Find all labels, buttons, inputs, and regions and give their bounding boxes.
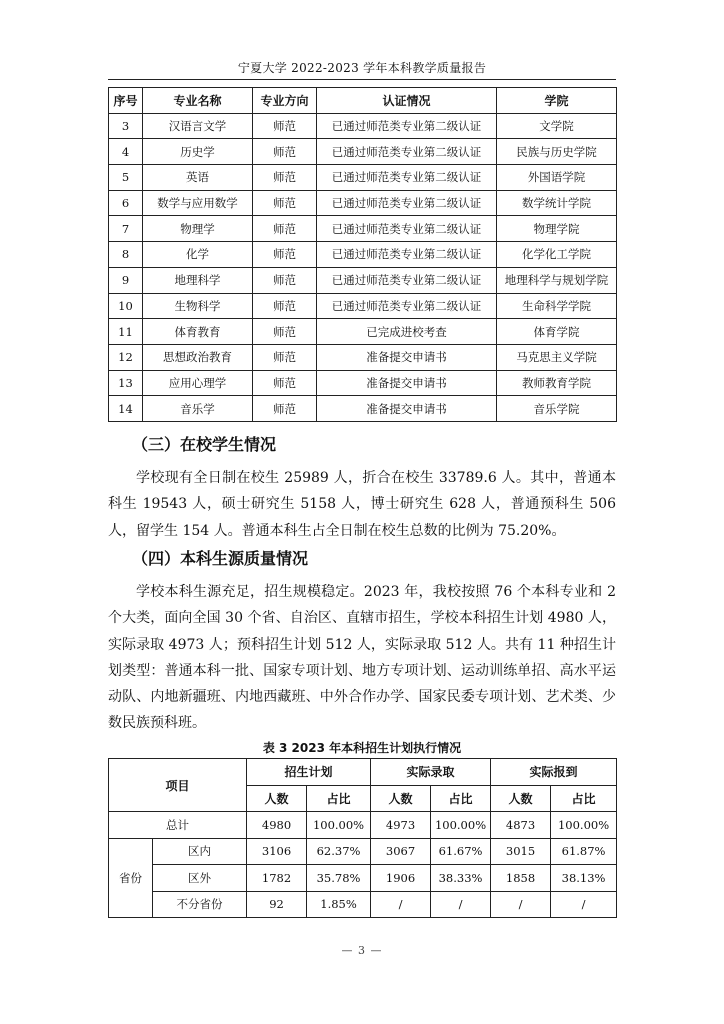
cell-major: 地理科学 xyxy=(143,267,253,293)
table-row xyxy=(109,242,617,268)
cell-major: 汉语言文学 xyxy=(143,113,253,139)
cell-accreditation: 已通过师范类专业第二级认证 xyxy=(317,242,497,268)
cell-accreditation: 已通过师范类专业第二级认证 xyxy=(317,139,497,165)
cell-college: 化学化工学院 xyxy=(497,242,617,268)
table-row xyxy=(109,190,617,216)
table-header-row xyxy=(109,759,617,786)
sub-header: 人数 xyxy=(247,785,307,812)
cell-major: 应用心理学 xyxy=(143,370,253,396)
table-row-total xyxy=(109,812,617,839)
cell-index: 5 xyxy=(109,165,143,191)
cell-major: 化学 xyxy=(143,242,253,268)
accreditation-table xyxy=(108,87,617,422)
table-cell: 61.87% xyxy=(551,838,617,865)
table-cell: 4873 xyxy=(491,812,551,839)
group-header-admitted: 实际录取 xyxy=(371,759,491,786)
province-label: 省份 xyxy=(109,838,153,918)
enrollment-paragraph: 学校本科生源充足，招生规模稳定。2023 年，我校按照 76 个本科专业和 2 个大类，面向全国 30 个省、自治区、直辖市招生，学校本科招生计划 4980 人，实际录取 4973 人；预科招生计划 512 人，实际录取 512 人。共有 11 种招生计划类型：普通本科一批、国家专项计划、地方专项计划、运动训练单招、高水平运动队、内地新疆班、内地西藏班、中外合作办学、国家民委专项计划、艺术类、少数民族预科班。 xyxy=(108,584,616,732)
total-label: 总计 xyxy=(109,812,247,839)
table-row xyxy=(109,113,617,139)
table-row-province xyxy=(109,891,617,918)
header-rule xyxy=(108,79,616,80)
table-cell: 3067 xyxy=(371,838,431,865)
col-header-college: 学院 xyxy=(497,88,617,114)
table-cell: 35.78% xyxy=(307,865,371,892)
cell-college: 物理学院 xyxy=(497,216,617,242)
cell-accreditation: 已通过师范类专业第二级认证 xyxy=(317,293,497,319)
table-cell: 4973 xyxy=(371,812,431,839)
cell-index: 14 xyxy=(109,396,143,422)
sub-header: 占比 xyxy=(431,785,491,812)
cell-major: 音乐学 xyxy=(143,396,253,422)
cell-direction: 师范 xyxy=(253,293,317,319)
table-cell: 62.37% xyxy=(307,838,371,865)
table-row xyxy=(109,344,617,370)
cell-direction: 师范 xyxy=(253,190,317,216)
table-cell: 1782 xyxy=(247,865,307,892)
cell-college: 体育学院 xyxy=(497,319,617,345)
col-header-accreditation: 认证情况 xyxy=(317,88,497,114)
col-header-major: 专业名称 xyxy=(143,88,253,114)
table-cell: / xyxy=(491,891,551,918)
table-cell: 3015 xyxy=(491,838,551,865)
table-cell: 100.00% xyxy=(307,812,371,839)
cell-major: 体育教育 xyxy=(143,319,253,345)
cell-major: 物理学 xyxy=(143,216,253,242)
cell-index: 4 xyxy=(109,139,143,165)
cell-college: 外国语学院 xyxy=(497,165,617,191)
cell-accreditation: 准备提交申请书 xyxy=(317,396,497,422)
cell-index: 10 xyxy=(109,293,143,319)
cell-college: 生命科学学院 xyxy=(497,293,617,319)
cell-direction: 师范 xyxy=(253,267,317,293)
table-row xyxy=(109,396,617,422)
cell-direction: 师范 xyxy=(253,216,317,242)
table-cell: 1.85% xyxy=(307,891,371,918)
cell-index: 11 xyxy=(109,319,143,345)
cell-college: 民族与历史学院 xyxy=(497,139,617,165)
cell-index: 3 xyxy=(109,113,143,139)
cell-major: 思想政治教育 xyxy=(143,344,253,370)
cell-index: 12 xyxy=(109,344,143,370)
table-row xyxy=(109,165,617,191)
table-cell: / xyxy=(431,891,491,918)
table-caption: 表 3 2023 年本科招生计划执行情况 xyxy=(262,741,462,755)
table-row xyxy=(109,139,617,165)
table-cell: / xyxy=(551,891,617,918)
page-number: — 3 — xyxy=(341,944,383,957)
table-row xyxy=(109,319,617,345)
cell-major: 数学与应用数学 xyxy=(143,190,253,216)
cell-index: 7 xyxy=(109,216,143,242)
cell-college: 地理科学与规划学院 xyxy=(497,267,617,293)
table-cell: 1858 xyxy=(491,865,551,892)
cell-accreditation: 已通过师范类专业第二级认证 xyxy=(317,216,497,242)
section-heading-enrollment: （四）本科生源质量情况 xyxy=(132,549,309,568)
group-header-plan: 招生计划 xyxy=(247,759,371,786)
table-row xyxy=(109,370,617,396)
table-cell: 38.13% xyxy=(551,865,617,892)
cell-direction: 师范 xyxy=(253,344,317,370)
row-label: 区外 xyxy=(153,865,247,892)
section-heading-students: （三）在校学生情况 xyxy=(132,435,277,454)
cell-direction: 师范 xyxy=(253,319,317,345)
table-cell: 61.67% xyxy=(431,838,491,865)
cell-index: 9 xyxy=(109,267,143,293)
cell-direction: 师范 xyxy=(253,165,317,191)
table-cell: 38.33% xyxy=(431,865,491,892)
sub-header: 占比 xyxy=(551,785,617,812)
sub-header: 人数 xyxy=(371,785,431,812)
students-paragraph: 学校现有全日制在校生 25989 人，折合在校生 33789.6 人。其中，普通本科生 19543 人，硕士研究生 5158 人，博士研究生 628 人，普通预科生 506 人，留学生 154 人。普通本科生占全日制在校生总数的比例为 75.20%。 xyxy=(108,470,616,539)
table-cell: / xyxy=(371,891,431,918)
cell-college: 马克思主义学院 xyxy=(497,344,617,370)
cell-accreditation: 已通过师范类专业第二级认证 xyxy=(317,165,497,191)
cell-accreditation: 已通过师范类专业第二级认证 xyxy=(317,113,497,139)
cell-college: 音乐学院 xyxy=(497,396,617,422)
cell-college: 数学统计学院 xyxy=(497,190,617,216)
cell-index: 6 xyxy=(109,190,143,216)
cell-major: 英语 xyxy=(143,165,253,191)
enrollment-table xyxy=(108,758,617,918)
cell-direction: 师范 xyxy=(253,370,317,396)
sub-header: 占比 xyxy=(307,785,371,812)
table-row xyxy=(109,293,617,319)
cell-direction: 师范 xyxy=(253,396,317,422)
sub-header: 人数 xyxy=(491,785,551,812)
table-row xyxy=(109,216,617,242)
cell-accreditation: 准备提交申请书 xyxy=(317,344,497,370)
cell-college: 文学院 xyxy=(497,113,617,139)
row-label: 不分省份 xyxy=(153,891,247,918)
table-header-row xyxy=(109,88,617,114)
running-header: 宁夏大学 2022-2023 学年本科教学质量报告 xyxy=(237,61,487,75)
table-cell: 3106 xyxy=(247,838,307,865)
col-header-direction: 专业方向 xyxy=(253,88,317,114)
cell-accreditation: 已通过师范类专业第二级认证 xyxy=(317,267,497,293)
group-header-registered: 实际报到 xyxy=(491,759,617,786)
cell-direction: 师范 xyxy=(253,113,317,139)
table-row xyxy=(109,267,617,293)
table-cell: 100.00% xyxy=(431,812,491,839)
table-row-province xyxy=(109,865,617,892)
col-header-index: 序号 xyxy=(109,88,143,114)
table-cell: 100.00% xyxy=(551,812,617,839)
cell-major: 生物科学 xyxy=(143,293,253,319)
cell-direction: 师范 xyxy=(253,242,317,268)
cell-accreditation: 准备提交申请书 xyxy=(317,370,497,396)
cell-accreditation: 已完成进校考查 xyxy=(317,319,497,345)
table-cell: 92 xyxy=(247,891,307,918)
table-cell: 1906 xyxy=(371,865,431,892)
cell-major: 历史学 xyxy=(143,139,253,165)
cell-college: 教师教育学院 xyxy=(497,370,617,396)
cell-accreditation: 已通过师范类专业第二级认证 xyxy=(317,190,497,216)
table-cell: 4980 xyxy=(247,812,307,839)
table-row-province xyxy=(109,838,617,865)
item-header: 项目 xyxy=(109,759,247,812)
cell-direction: 师范 xyxy=(253,139,317,165)
cell-index: 8 xyxy=(109,242,143,268)
row-label: 区内 xyxy=(153,838,247,865)
cell-index: 13 xyxy=(109,370,143,396)
